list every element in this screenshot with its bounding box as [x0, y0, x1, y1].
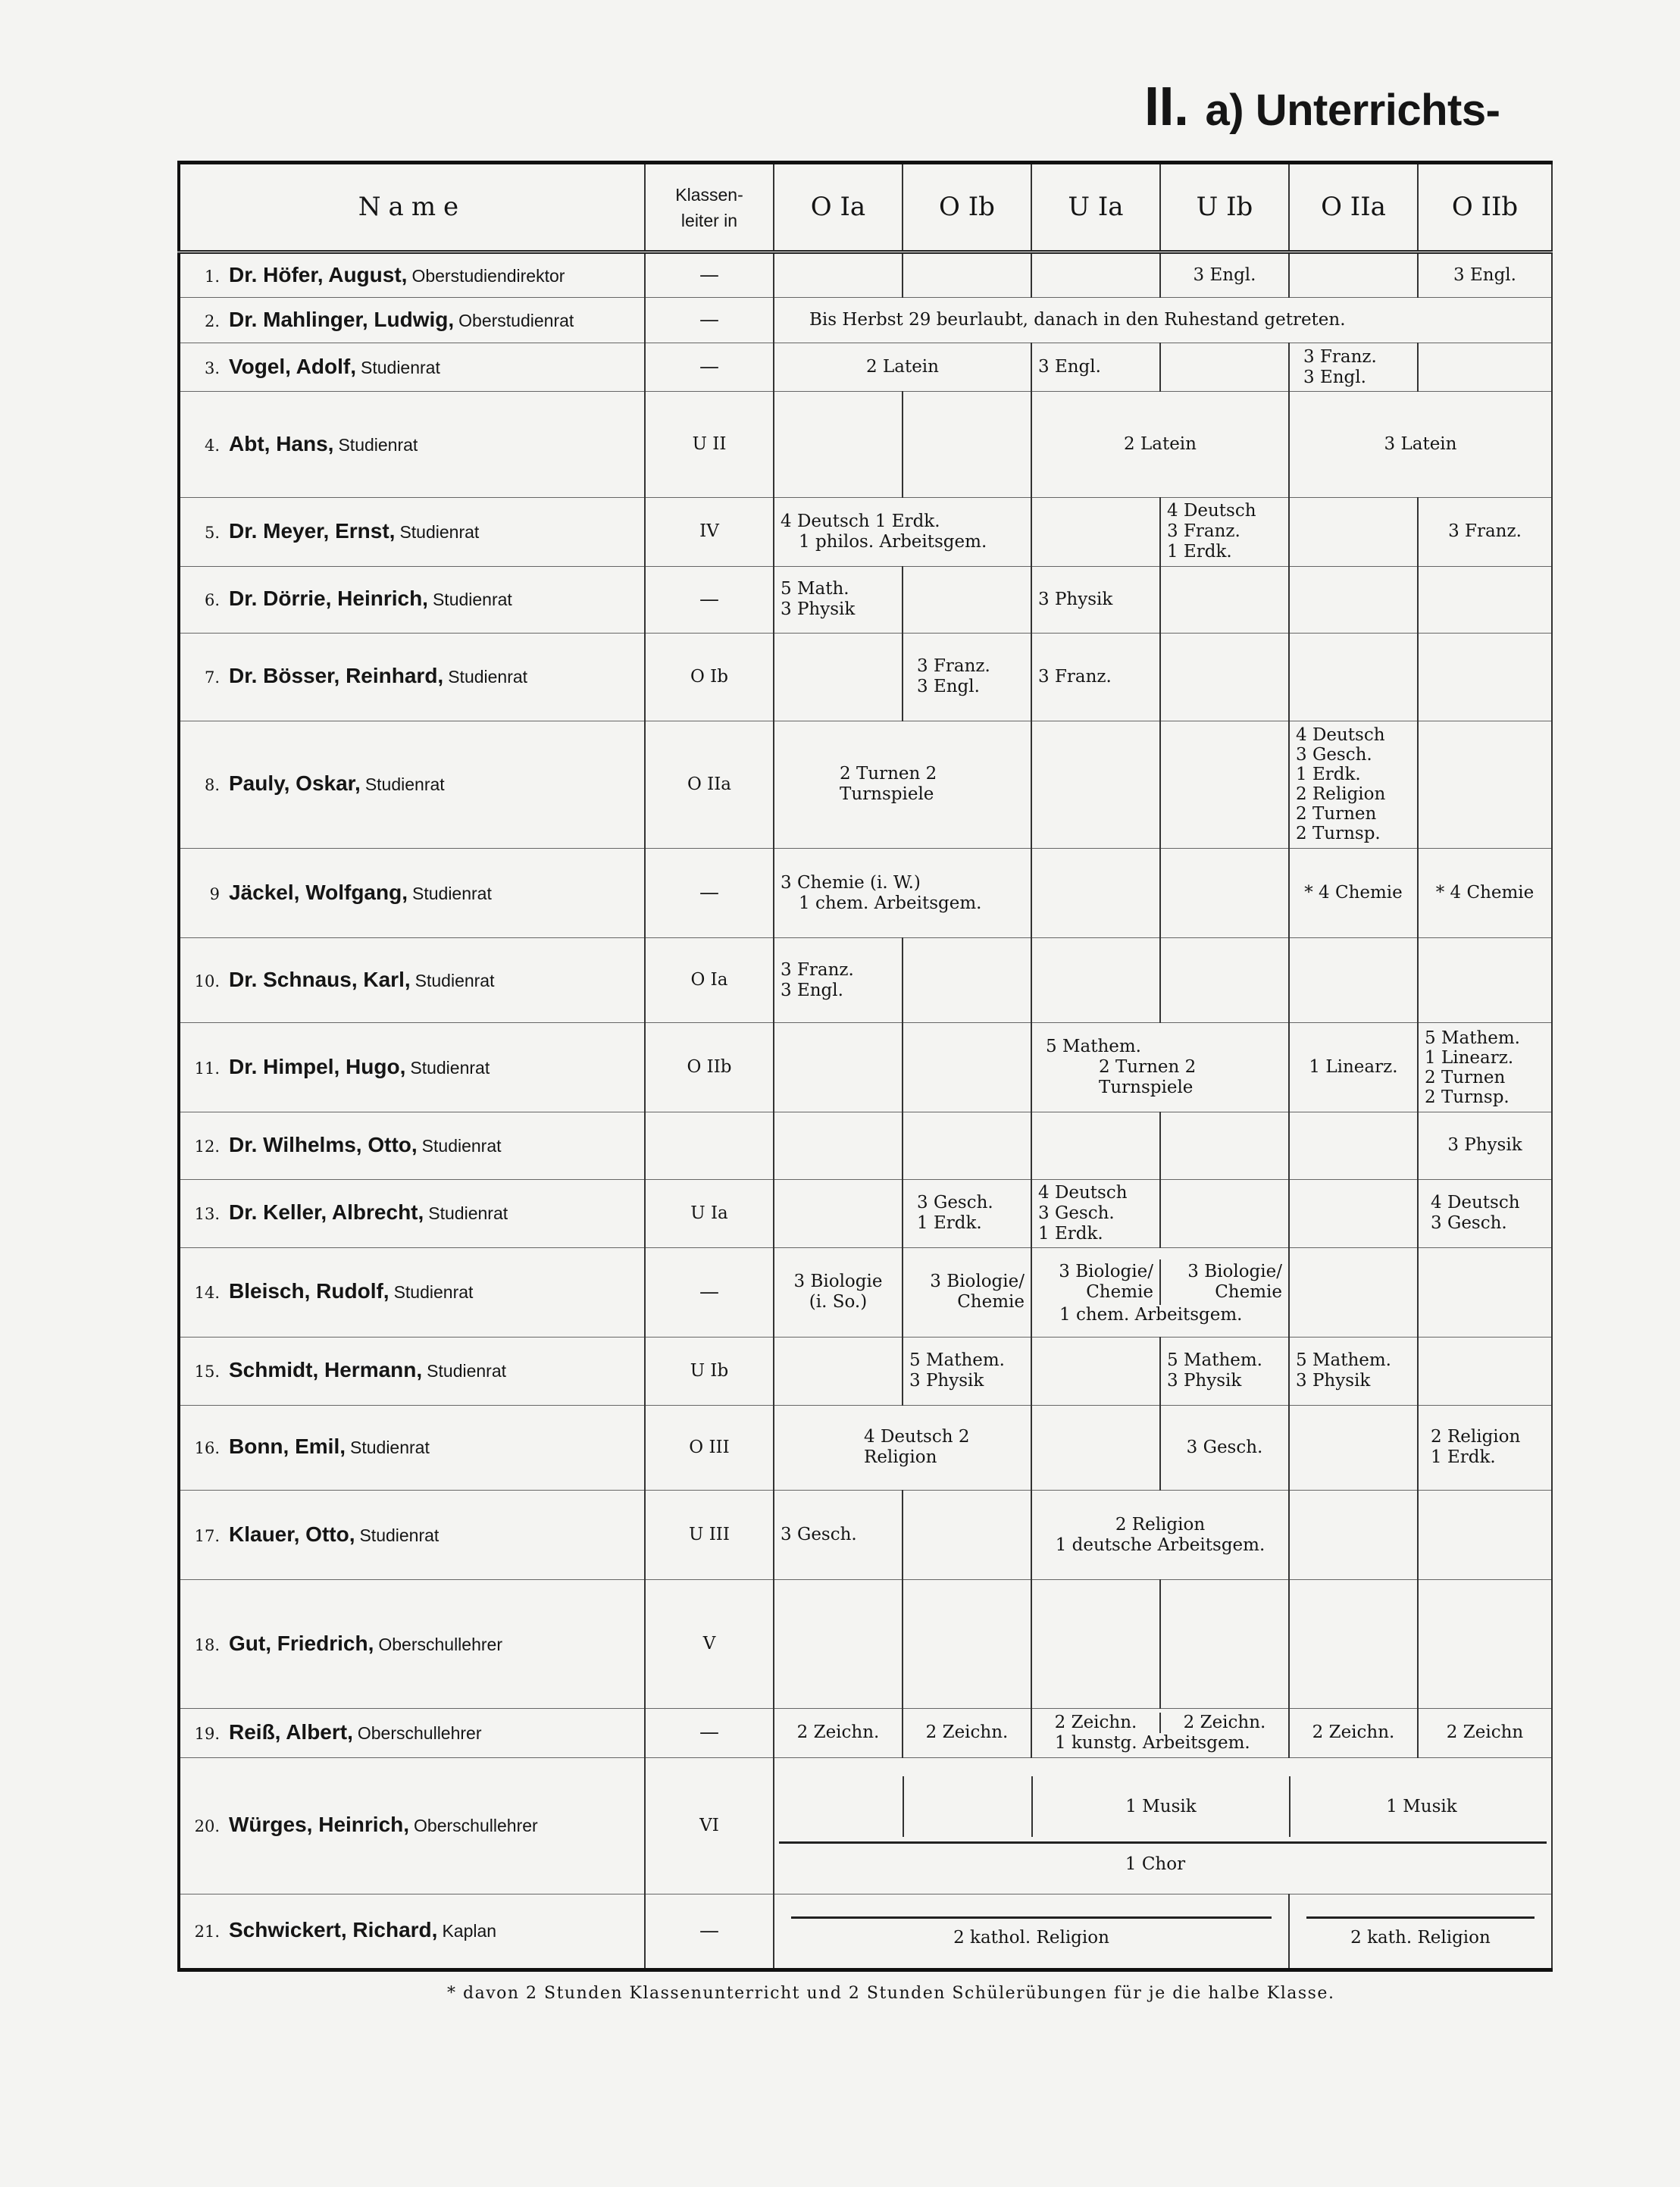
teacher-cell — [179, 392, 645, 498]
col-header-oiia: O IIa — [1289, 163, 1418, 252]
row-number: 15. — [194, 1363, 220, 1381]
cell-oiia: 5 Mathem. 3 Physik — [1289, 1337, 1418, 1405]
klassenleiter-cell: U III — [645, 1491, 774, 1580]
cell-oib — [903, 1112, 1031, 1179]
teacher-position: Studienrat — [415, 970, 495, 990]
subject-list: 2 Turnen 2 Turnspiele — [1099, 1057, 1197, 1098]
teacher-position: Studienrat — [338, 434, 418, 455]
heading-title: a) Unterrichts- — [1205, 86, 1500, 135]
klassenleiter-cell — [645, 1112, 774, 1179]
cell-uib — [1160, 721, 1289, 848]
cell-uia — [1031, 1405, 1160, 1490]
cell-uib — [1160, 1112, 1289, 1179]
col-header-uia: U Ia — [1031, 163, 1160, 252]
cell-uia: 2 Zeichn. — [1032, 1713, 1160, 1733]
cell-uia: 3 Physik — [1031, 566, 1160, 633]
teacher-name: Dr. Schnaus, Karl, — [229, 967, 411, 991]
cell-oiia: 2 Zeichn. — [1289, 1709, 1418, 1757]
row-number: 8. — [204, 776, 220, 795]
cell-oib — [903, 392, 1031, 498]
teacher-position: Studienrat — [359, 1525, 440, 1545]
cell-uia — [1031, 848, 1160, 937]
teacher-position: Studienrat — [432, 590, 512, 610]
cell-oia — [774, 1580, 903, 1709]
cell-oiia — [1289, 1405, 1418, 1490]
teacher-name: Pauly, Oskar, — [229, 771, 361, 796]
cell-uia-uib: 2 Religion 1 deutsche Arbeitsgem. — [1031, 1491, 1289, 1580]
cell-oiia — [1289, 1491, 1418, 1580]
teacher-cell — [179, 1179, 645, 1247]
music-cell — [774, 1757, 1552, 1894]
cell-oiia — [1289, 938, 1418, 1023]
chor-label: 1 Chor — [1125, 1854, 1186, 1875]
klassenleiter-cell: — — [645, 566, 774, 633]
cell-uib: 4 Deutsch 3 Franz. 1 Erdk. — [1160, 498, 1289, 566]
cell-oiia — [1289, 566, 1418, 633]
cell-oia-oib — [774, 848, 1031, 937]
subject-list: 2 kathol. Religion — [953, 1928, 1109, 1948]
teacher-name: Dr. Bösser, Reinhard, — [229, 664, 444, 688]
table-row — [179, 298, 1552, 343]
row-number: 16. — [194, 1439, 220, 1458]
row-number: 2. — [204, 311, 220, 330]
teacher-position: Studienrat — [393, 1282, 474, 1303]
teacher-position: Studienrat — [410, 1057, 490, 1078]
teacher-position: Studienrat — [412, 883, 492, 903]
teacher-cell — [179, 298, 645, 343]
teacher-name: Bleisch, Rudolf, — [229, 1279, 389, 1303]
table-row — [179, 343, 1552, 392]
teacher-position: Kaplan — [442, 1921, 497, 1941]
cell-oia: 2 Zeichn. — [774, 1709, 903, 1757]
col-header-oia: O Ia — [774, 163, 903, 252]
cell-oiib: 2 Zeichn — [1418, 1709, 1552, 1757]
table-row — [179, 1023, 1552, 1112]
cell-uib: 5 Mathem. 3 Physik — [1160, 1337, 1289, 1405]
teacher-position: Studienrat — [448, 667, 528, 687]
arbeitsgem-note: 1 kunstg. Arbeitsgem. — [1055, 1732, 1250, 1753]
teacher-cell — [179, 1405, 645, 1490]
cell-oib: 3 Franz. 3 Engl. — [903, 633, 1031, 721]
cell-uia: 3 Franz. — [1031, 633, 1160, 721]
row-number: 7. — [204, 668, 220, 687]
teacher-cell — [179, 1757, 645, 1894]
teacher-position: Studienrat — [427, 1361, 507, 1381]
teacher-position: Studienrat — [350, 1438, 430, 1458]
klassenleiter-cell: — — [645, 1894, 774, 1970]
table-row — [179, 848, 1552, 937]
row-number: 3. — [204, 358, 220, 377]
cell-uib — [1160, 1179, 1289, 1247]
table-row — [179, 1757, 1552, 1894]
cell-uib: 3 Engl. — [1160, 252, 1289, 298]
teacher-name: Abt, Hans, — [229, 431, 334, 455]
col-header-uib: U Ib — [1160, 163, 1289, 252]
teacher-name: Würges, Heinrich, — [229, 1813, 410, 1837]
cell-oiia: 1 Linearz. — [1289, 1023, 1418, 1112]
klassenleiter-cell: — — [645, 848, 774, 937]
cell-oiib: 4 Deutsch 3 Gesch. — [1418, 1179, 1552, 1247]
cell-oiib — [1418, 721, 1552, 848]
cell-oiia — [1289, 1247, 1418, 1337]
subject-list: 3 Chemie (i. W.) — [781, 872, 921, 893]
cell-uia: 4 Deutsch 3 Gesch. 1 Erdk. — [1031, 1179, 1160, 1247]
cell-oiib — [1418, 1580, 1552, 1709]
klassenleiter-cell: O III — [645, 1405, 774, 1490]
cell-oiib — [1418, 633, 1552, 721]
table-row — [179, 566, 1552, 633]
cell-uia — [1031, 498, 1160, 566]
cell-oiib — [1418, 343, 1552, 392]
teacher-name: Klauer, Otto, — [229, 1522, 355, 1546]
row-number: 18. — [194, 1635, 220, 1654]
teaching-schedule-table — [177, 161, 1553, 1972]
row-number: 21. — [194, 1923, 220, 1941]
cell-oiia — [1289, 1179, 1418, 1247]
cell-oiia — [1289, 498, 1418, 566]
cell-uib: 2 Zeichn. — [1183, 1712, 1266, 1732]
teacher-cell — [179, 938, 645, 1023]
klassenleiter-cell: O IIb — [645, 1023, 774, 1112]
cell-oiia — [1289, 1580, 1418, 1709]
cell-oia — [774, 1179, 903, 1247]
cell-oia — [774, 1776, 903, 1837]
cell-oiib: 3 Franz. — [1418, 498, 1552, 566]
subject-list: 5 Mathem. — [1046, 1037, 1141, 1057]
teacher-name: Dr. Dörrie, Heinrich, — [229, 587, 428, 611]
arbeitsgem-note: 1 chem. Arbeitsgem. — [1059, 1304, 1243, 1325]
teacher-name: Dr. Keller, Albrecht, — [229, 1200, 424, 1225]
cell-oiib: 3 Physik — [1418, 1112, 1552, 1179]
footnote: * davon 2 Stunden Klassenunterricht und 2 Stunden Schülerübungen für je die halbe Klasse. — [447, 1984, 1335, 2003]
table-row — [179, 252, 1552, 298]
arbeitsgem-note: 1 philos. Arbeitsgem. — [799, 531, 987, 552]
teacher-name: Reiß, Albert, — [229, 1719, 353, 1744]
chor-brace — [779, 1841, 1547, 1844]
cell-oib — [903, 1776, 1032, 1837]
table-row — [179, 1491, 1552, 1580]
table-row — [179, 1709, 1552, 1757]
cell-uia-uib: 2 Latein — [1031, 392, 1289, 498]
teacher-position: Oberschullehrer — [414, 1816, 538, 1836]
row-number: 20. — [194, 1817, 220, 1836]
table-row — [179, 1337, 1552, 1405]
col-header-oiib: O IIb — [1418, 163, 1552, 252]
cell-oiia — [1289, 633, 1418, 721]
teacher-name: Dr. Mahlinger, Ludwig, — [229, 307, 455, 331]
cell-oia: 3 Franz. 3 Engl. — [774, 938, 903, 1023]
teacher-position: Studienrat — [421, 1135, 502, 1156]
table-row — [179, 1580, 1552, 1709]
klassenleiter-cell: — — [645, 1709, 774, 1757]
table-row — [179, 392, 1552, 498]
teacher-name: Dr. Himpel, Hugo, — [229, 1054, 406, 1078]
cell-oiib — [1418, 566, 1552, 633]
teacher-name: Schwickert, Richard, — [229, 1918, 438, 1942]
col-header-name: Name — [179, 163, 645, 252]
cell-uia — [1031, 721, 1160, 848]
row-number: 4. — [204, 436, 220, 455]
cell-oia: 3 Biologie (i. So.) — [774, 1247, 903, 1337]
subject-list: 4 Deutsch 1 Erdk. — [781, 511, 940, 531]
cell-uib — [1160, 848, 1289, 937]
cell-uia — [1031, 938, 1160, 1023]
cell-oib: 5 Mathem. 3 Physik — [903, 1337, 1031, 1405]
teacher-name: Dr. Höfer, August, — [229, 262, 408, 286]
teacher-cell — [179, 721, 645, 848]
teacher-position: Oberstudiendirektor — [411, 265, 565, 286]
table-row — [179, 1247, 1552, 1337]
table-row — [179, 633, 1552, 721]
cell-oiia: 3 Franz. 3 Engl. — [1289, 343, 1418, 392]
cell-oib — [903, 1023, 1031, 1112]
teacher-cell — [179, 1337, 645, 1405]
cell-uib: 3 Gesch. — [1160, 1405, 1289, 1490]
cell-oia — [774, 633, 903, 721]
cell-oia-oib — [774, 498, 1031, 566]
teacher-name: Gut, Friedrich, — [229, 1631, 374, 1655]
teacher-cell — [179, 566, 645, 633]
teacher-cell — [179, 633, 645, 721]
cell-oib: 3 Biologie/ Chemie — [903, 1247, 1031, 1337]
table-row — [179, 1112, 1552, 1179]
cell-uia-uib: 1 Musik — [1032, 1776, 1290, 1837]
cell-uib — [1160, 938, 1289, 1023]
teacher-position: Studienrat — [364, 774, 445, 795]
cell-oiib: 5 Mathem. 1 Linearz. 2 Turnen 2 Turnsp. — [1418, 1023, 1552, 1112]
cell-uia-uib — [1031, 1709, 1289, 1757]
table-row — [179, 1894, 1552, 1970]
klassenleiter-cell: — — [645, 343, 774, 392]
cell-oia-oib — [774, 721, 1031, 848]
cell-oib — [903, 938, 1031, 1023]
cell-uia-uib — [1031, 1247, 1289, 1337]
teacher-name: Dr. Wilhelms, Otto, — [229, 1132, 418, 1156]
cell-oia — [774, 1112, 903, 1179]
cell-uia-uib — [1031, 1023, 1289, 1112]
cell-uia — [1031, 1337, 1160, 1405]
teacher-position: Oberstudienrat — [458, 310, 574, 330]
cell-oib — [903, 252, 1031, 298]
cell-oiia: 4 Deutsch 3 Gesch. 1 Erdk. 2 Religion 2 Turnen 2 Turnsp. — [1289, 721, 1418, 848]
row-number: 13. — [194, 1205, 220, 1224]
klassenleiter-cell: O Ia — [645, 938, 774, 1023]
row-number: 19. — [194, 1724, 220, 1743]
cell-oia-oib: 2 Latein — [774, 343, 1031, 392]
teacher-cell — [179, 848, 645, 937]
klassenleiter-cell: U II — [645, 392, 774, 498]
col-header-klassenleiter: Klassen- leiter in — [645, 163, 774, 252]
cell-oiia — [1289, 1112, 1418, 1179]
cell-oia — [774, 1337, 903, 1405]
klassenleiter-cell: U Ib — [645, 1337, 774, 1405]
cell-oib: 2 Zeichn. — [903, 1709, 1031, 1757]
cell-oiib — [1418, 1247, 1552, 1337]
cell-oiia: * 4 Chemie — [1289, 848, 1418, 937]
teacher-cell — [179, 1023, 645, 1112]
row-number: 9 — [209, 884, 220, 903]
cell-oib — [903, 566, 1031, 633]
klassenleiter-cell: — — [645, 298, 774, 343]
row-number: 5. — [204, 523, 220, 542]
cell-uib — [1160, 633, 1289, 721]
religion-brace — [1306, 1916, 1535, 1919]
cell-oiib: 2 Religion 1 Erdk. — [1418, 1405, 1552, 1490]
teacher-name: Dr. Meyer, Ernst, — [229, 518, 396, 543]
cell-oiib — [1418, 1491, 1552, 1580]
klassenleiter-cell: — — [645, 252, 774, 298]
cell-oib — [903, 1491, 1031, 1580]
cell-oia-uib — [774, 1894, 1289, 1970]
cell-uia — [1031, 1112, 1160, 1179]
cell-oia — [774, 252, 903, 298]
col-header-oib: O Ib — [903, 163, 1031, 252]
cell-oiib — [1418, 938, 1552, 1023]
cell-oia: 5 Math. 3 Physik — [774, 566, 903, 633]
teacher-cell — [179, 1709, 645, 1757]
teacher-cell — [179, 1580, 645, 1709]
biologie-subtable — [1032, 1259, 1288, 1305]
row-number: 14. — [194, 1284, 220, 1303]
teacher-cell — [179, 498, 645, 566]
teacher-position: Studienrat — [399, 521, 480, 542]
cell-uib — [1160, 566, 1289, 633]
cell-uia: 3 Engl. — [1031, 343, 1160, 392]
teacher-cell — [179, 1894, 645, 1970]
teacher-name: Bonn, Emil, — [229, 1435, 346, 1459]
klassenleiter-cell: VI — [645, 1757, 774, 1894]
table-row — [179, 1405, 1552, 1490]
klassenleiter-cell: — — [645, 1247, 774, 1337]
subject-list: 4 Deutsch 2 Religion — [864, 1427, 970, 1468]
teacher-name: Vogel, Adolf, — [229, 354, 356, 378]
cell-oiia-oiib: 1 Musik — [1386, 1796, 1457, 1816]
table-row — [179, 721, 1552, 848]
page-heading — [1144, 76, 1500, 138]
klassenleiter-cell: O Ib — [645, 633, 774, 721]
cell-uib — [1160, 343, 1289, 392]
teacher-name: Schmidt, Hermann, — [229, 1358, 423, 1382]
teacher-position: Studienrat — [428, 1203, 508, 1224]
row-number: 12. — [194, 1137, 220, 1156]
cell-uib: 3 Biologie/ Chemie — [1187, 1261, 1282, 1302]
cell-uia — [1031, 1580, 1160, 1709]
row-number: 6. — [204, 591, 220, 610]
teacher-cell — [179, 1112, 645, 1179]
row-number: 10. — [194, 971, 220, 990]
cell-oiia-oiib — [1289, 1894, 1552, 1970]
cell-uia — [1031, 252, 1160, 298]
music-subtable — [774, 1776, 1552, 1837]
table-row — [179, 1179, 1552, 1247]
cell-uib — [1160, 1580, 1289, 1709]
cell-oia: 3 Gesch. — [774, 1491, 903, 1580]
header-row — [179, 163, 1552, 252]
klassenleiter-cell: U Ia — [645, 1179, 774, 1247]
cell-oiib: 3 Engl. — [1418, 252, 1552, 298]
teacher-cell — [179, 1247, 645, 1337]
teacher-name: Jäckel, Wolfgang, — [229, 880, 408, 904]
religion-brace — [791, 1916, 1272, 1919]
klassenleiter-cell: IV — [645, 498, 774, 566]
cell-uia: 3 Biologie/ Chemie — [1032, 1259, 1160, 1305]
cell-oiia — [1289, 252, 1418, 298]
klassenleiter-cell: O IIa — [645, 721, 774, 848]
cell-oia — [774, 1023, 903, 1112]
teacher-cell — [179, 252, 645, 298]
table-row — [179, 938, 1552, 1023]
cell-oia — [774, 392, 903, 498]
cell-oib — [903, 1580, 1031, 1709]
arbeitsgem-note: 1 chem. Arbeitsgem. — [799, 893, 982, 913]
teacher-position: Oberschullehrer — [378, 1634, 502, 1654]
subject-list: 2 Turnen 2 Turnspiele — [840, 764, 937, 805]
teacher-cell — [179, 343, 645, 392]
row-number: 1. — [204, 267, 220, 286]
cell-oib: 3 Gesch. 1 Erdk. — [903, 1179, 1031, 1247]
teacher-position: Oberschullehrer — [357, 1722, 482, 1743]
cell-oiia-oiib: 3 Latein — [1289, 392, 1552, 498]
subject-list: 2 kath. Religion — [1350, 1928, 1491, 1948]
teacher-position: Studienrat — [361, 357, 440, 377]
row-number: 17. — [194, 1526, 220, 1545]
zeichnen-subtable — [1032, 1713, 1288, 1733]
cell-oia-oib — [774, 1405, 1031, 1490]
cell-oiib: * 4 Chemie — [1418, 848, 1552, 937]
table-row — [179, 498, 1552, 566]
klassenleiter-cell: V — [645, 1580, 774, 1709]
teacher-cell — [179, 1491, 645, 1580]
heading-roman: II. — [1144, 77, 1189, 137]
row-number: 11. — [194, 1059, 220, 1078]
leave-note-cell: Bis Herbst 29 beurlaubt, danach in den Ruhestand getreten. — [774, 298, 1552, 343]
cell-oiib — [1418, 1337, 1552, 1405]
